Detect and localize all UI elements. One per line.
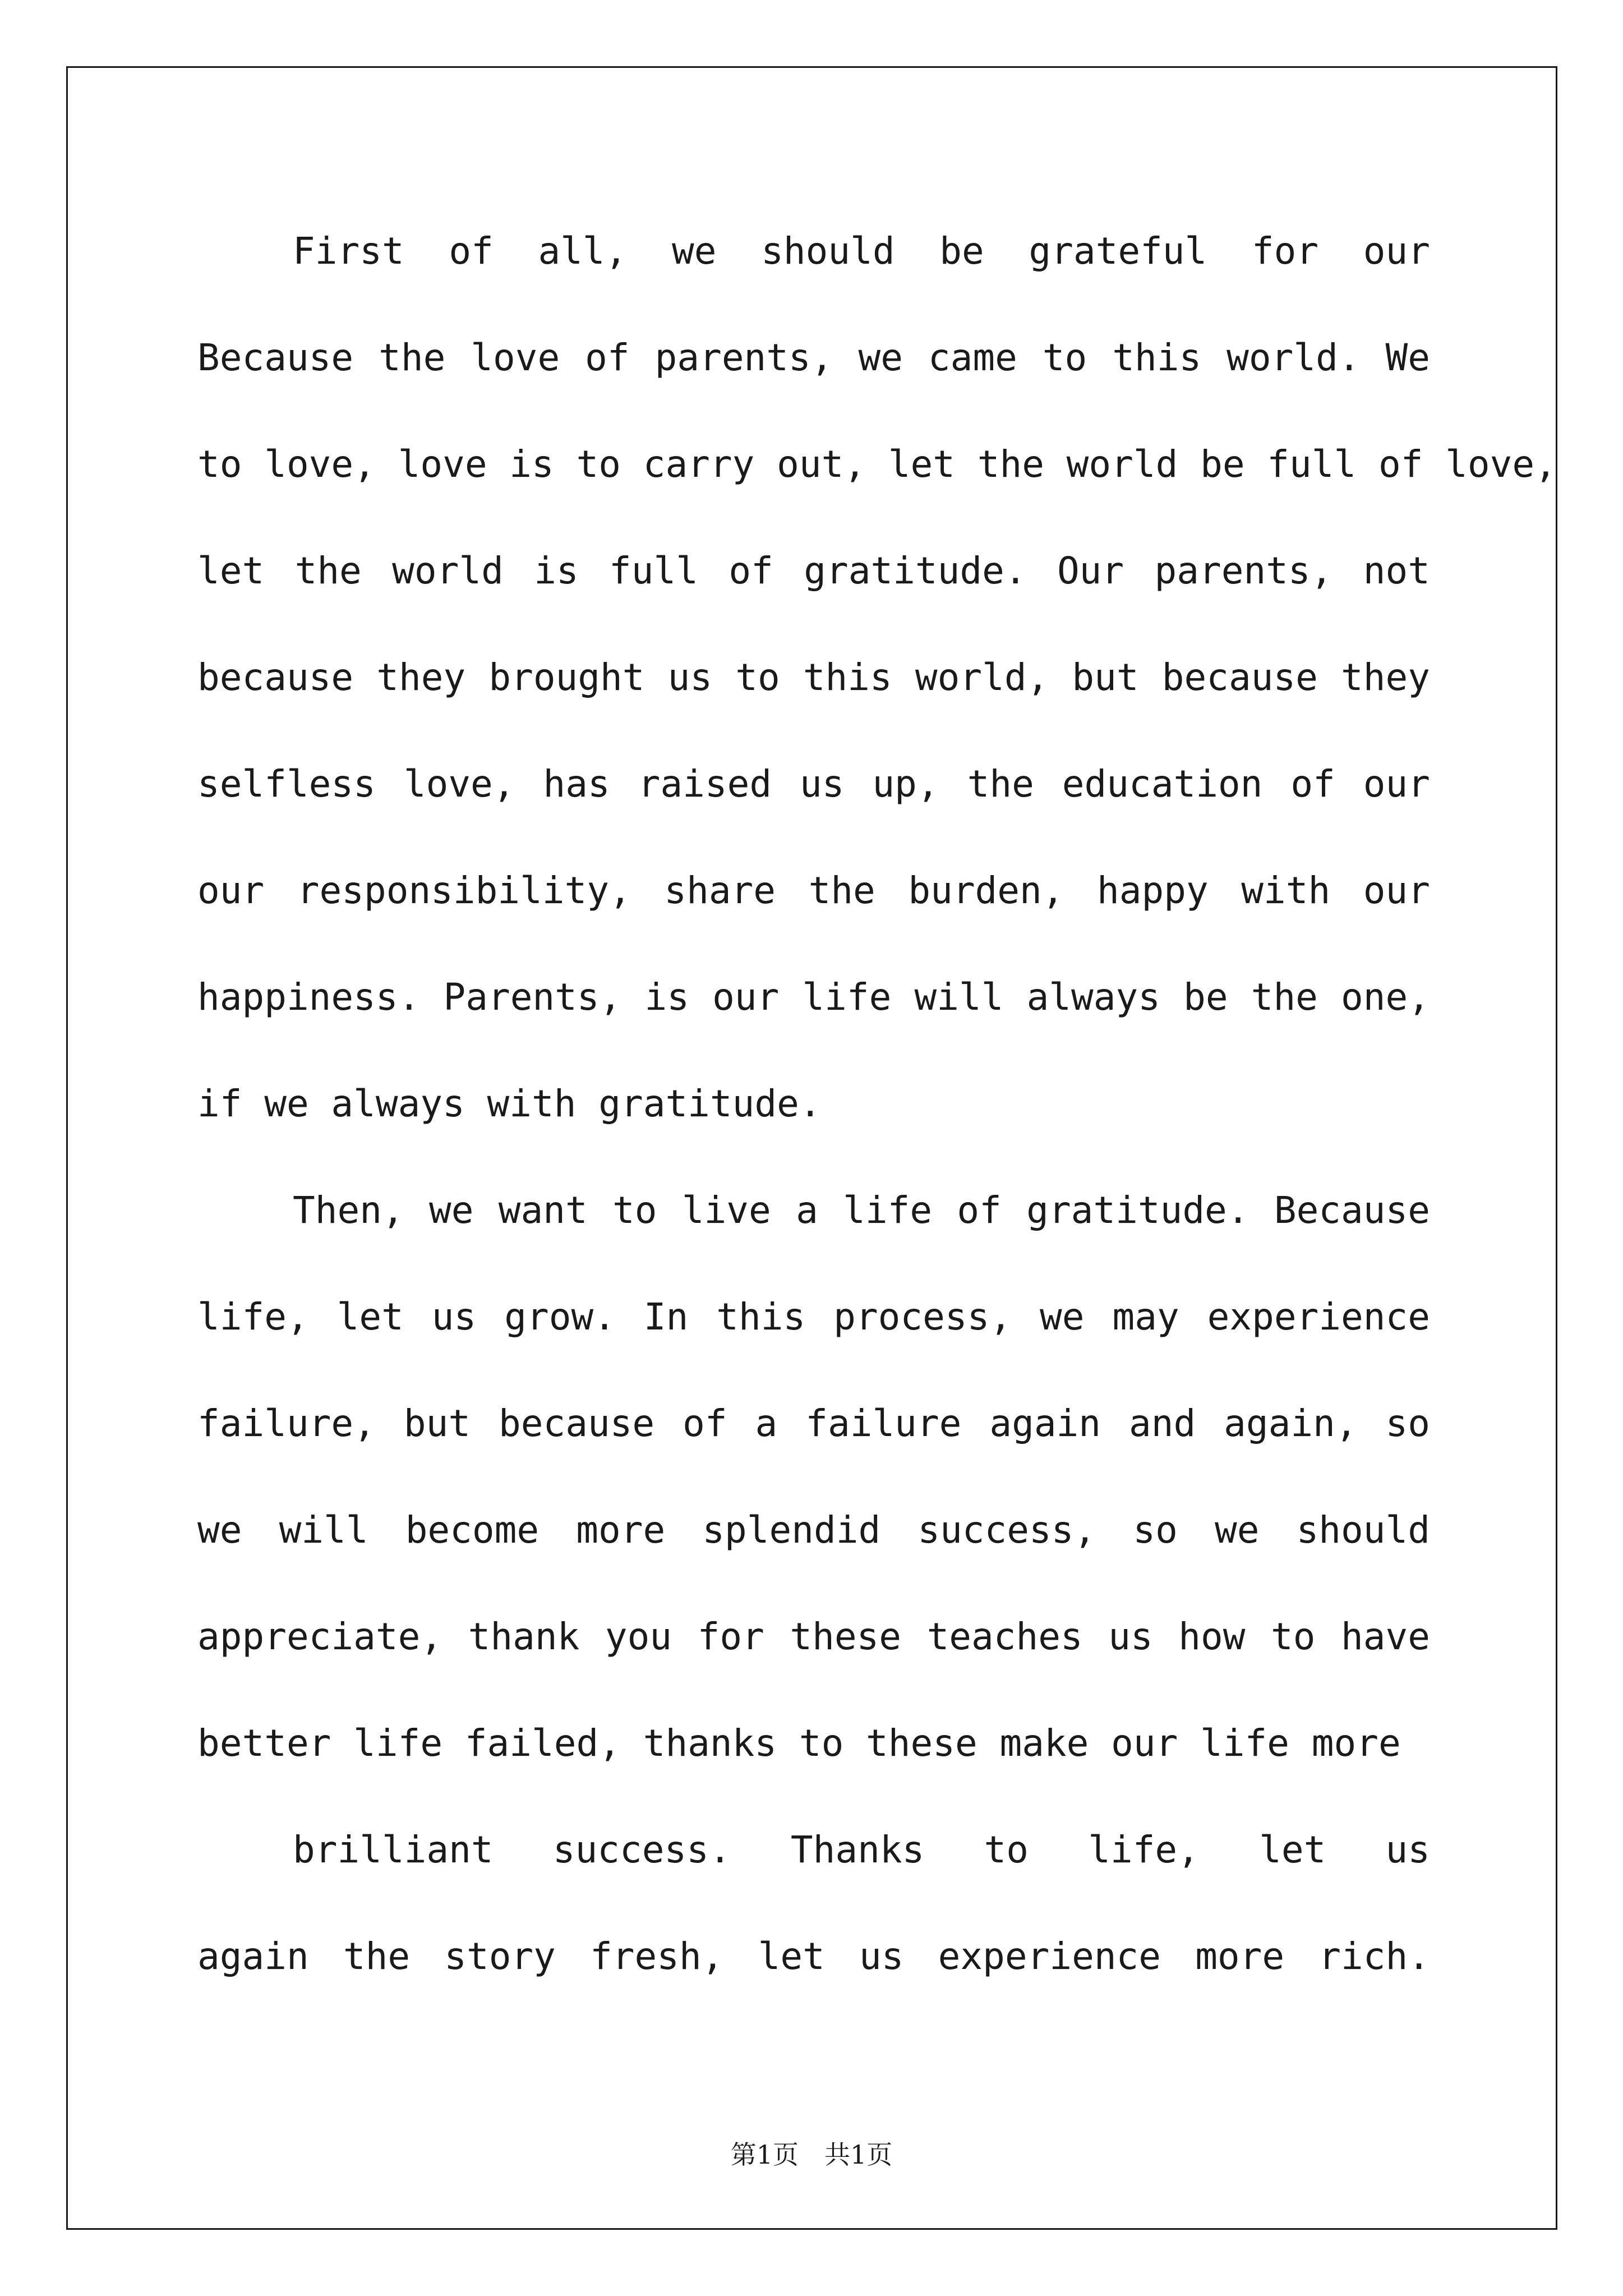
text-line: happiness. Parents, is our life will always be the one, [197,976,1430,1019]
text-line: Then, we want to live a life of gratitude. Because [293,1189,1430,1232]
text-line: if we always with gratitude. [197,1082,822,1125]
text-line: better life failed, thanks to these make our life more [197,1722,1401,1765]
text-line: selfless love, has raised us up, the education of our [197,762,1430,806]
text-line: brilliant success. Thanks to life, let us [293,1828,1430,1871]
text-line: to love, love is to carry out, let the world be full of love, [197,443,1557,486]
text-line: Because the love of parents, we came to this world. We [197,336,1430,379]
text-line: again the story fresh, let us experience more rich. [197,1935,1430,1978]
text-line: our responsibility, share the burden, happy with our [197,869,1430,912]
page-footer: 第1页 共1页 [730,2139,893,2170]
document-body [197,198,1557,2010]
text-line: failure, but because of a failure again and again, so [197,1402,1430,1445]
text-line: because they brought us to this world, but because they [197,656,1430,699]
text-line: First of all, we should be grateful for our [293,229,1430,273]
text-line: we will become more splendid success, so we should [197,1508,1430,1552]
text-line: appreciate, thank you for these teaches us how to have [197,1615,1430,1658]
text-line: life, let us grow. In this process, we may experience [197,1295,1430,1338]
text-line: let the world is full of gratitude. Our parents, not [197,549,1430,592]
